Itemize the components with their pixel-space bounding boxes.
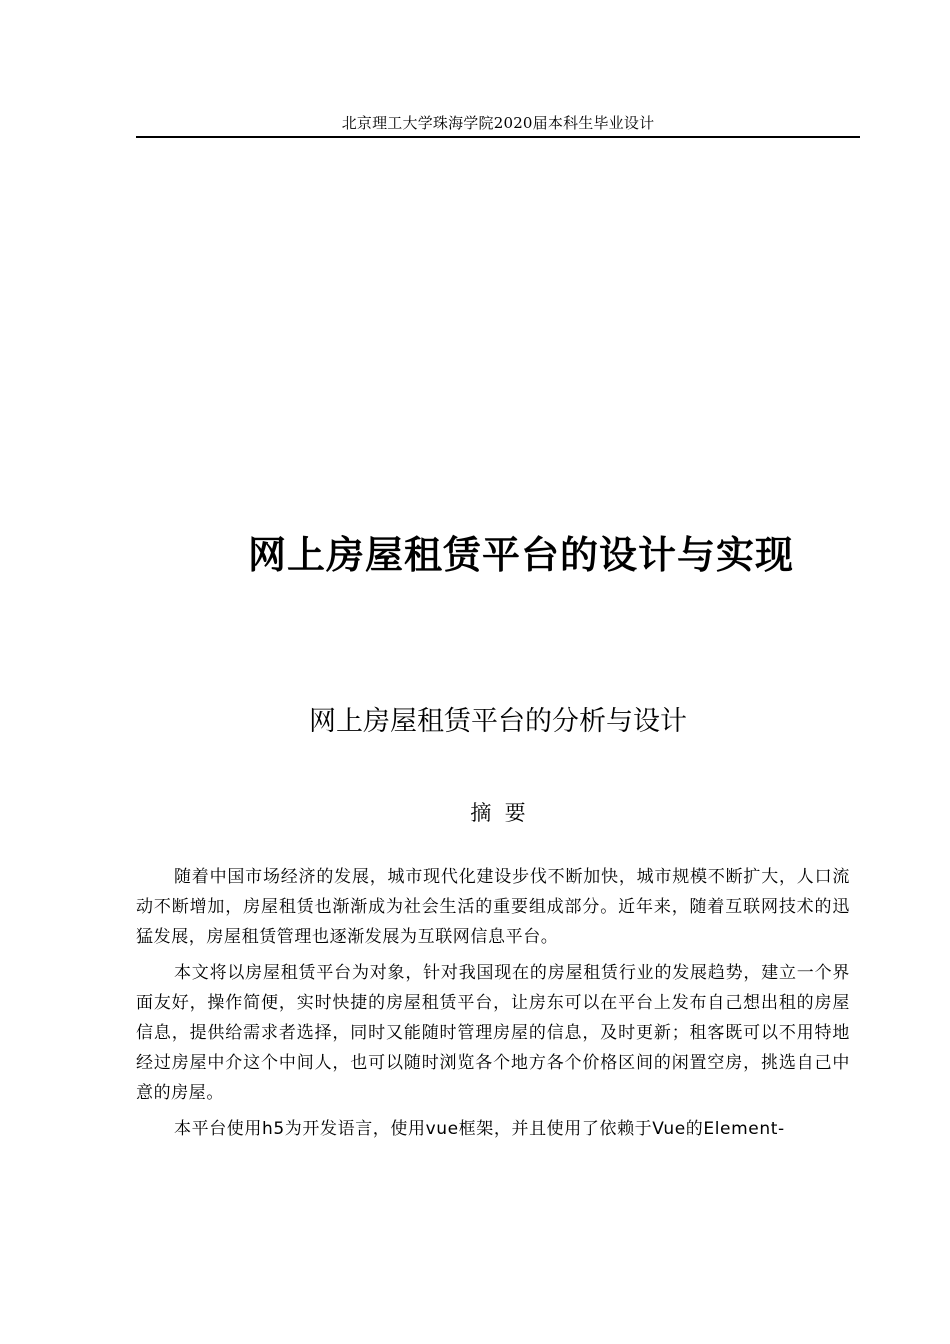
abstract-heading: 摘 要 — [470, 801, 526, 825]
abstract-paragraph-2: 本文将以房屋租赁平台为对象，针对我国现在的房屋租赁行业的发展趋势，建立一个界面友好，操作简便，实时快捷的房屋租赁平台，让房东可以在平台上发布自己想出租的房屋信息，提供给需求者选择，同时又能随时管理房屋的信息，及时更新；租客既可以不用特地经过房屋中介这个中间人，也可以随时浏览各个地方各个价格区间的闲置空房，挑选自己中意的房屋。 — [136, 963, 850, 1103]
running-header — [136, 112, 860, 138]
thesis-subtitle: 网上房屋租赁平台的分析与设计 — [309, 706, 687, 737]
header-text: 北京理工大学珠海学院2020届本科生毕业设计 — [341, 114, 655, 132]
abstract-paragraph-3: 本平台使用h5为开发语言，使用vue框架，并且使用了依赖于Vue的Element- — [174, 1119, 785, 1139]
abstract-paragraph-1: 随着中国市场经济的发展，城市现代化建设步伐不断加快，城市规模不断扩大，人口流动不断增加，房屋租赁也渐渐成为社会生活的重要组成部分。近年来，随着互联网技术的迅猛发展，房屋租赁管理也逐渐发展为互联网信息平台。 — [136, 867, 850, 947]
thesis-title: 网上房屋租赁平台的设计与实现 — [247, 533, 794, 577]
abstract-body — [136, 862, 850, 1150]
